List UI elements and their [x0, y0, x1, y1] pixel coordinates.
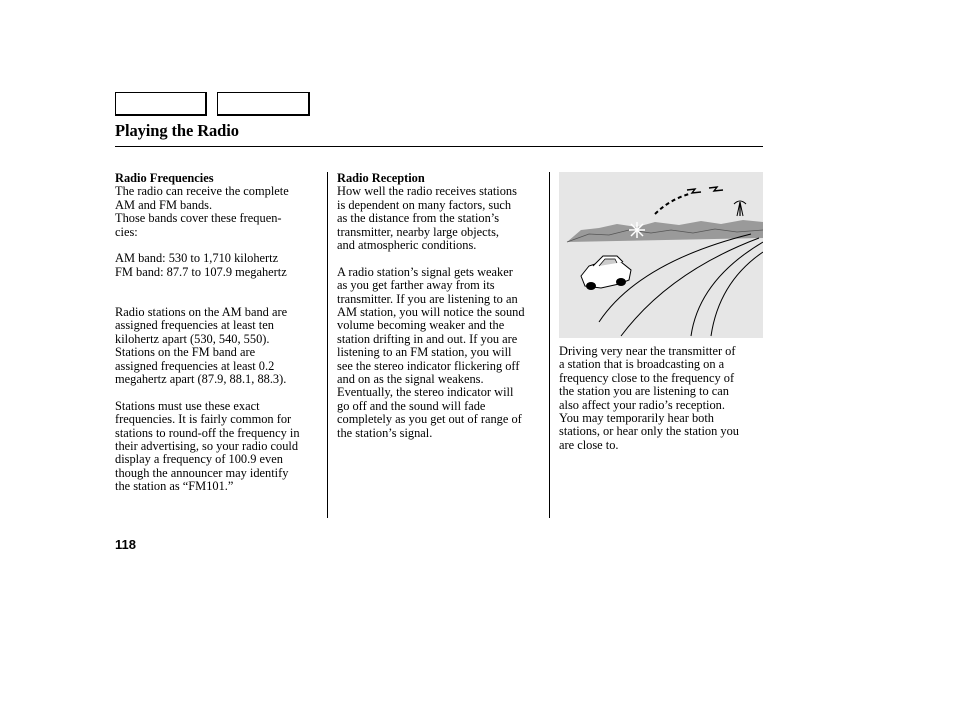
body-line: Stations on the FM band are	[115, 345, 256, 360]
body-line: their advertising, so your radio could	[115, 439, 299, 454]
body-line: also affect your radio’s reception.	[559, 397, 725, 412]
body-line: cies:	[115, 224, 138, 239]
body-line: volume becoming weaker and the	[337, 318, 505, 333]
section-heading-frequencies: Radio Frequencies	[115, 171, 214, 185]
body-line: completely as you get out of range of	[337, 412, 522, 427]
body-line: kilohertz apart (530, 540, 550).	[115, 331, 270, 346]
illustration-svg	[559, 172, 763, 338]
body-line: transmitter, nearby large objects,	[337, 224, 500, 239]
body-line: A radio station’s signal gets weaker	[337, 264, 513, 279]
car-driving-away-from-radio-tower-illustration	[559, 172, 763, 338]
body-line: station drifting in and out. If you are	[337, 331, 518, 346]
body-line: AM station, you will notice the sound	[337, 305, 525, 320]
body-line: The radio can receive the complete	[115, 184, 289, 199]
nav-tab-1[interactable]	[115, 92, 207, 116]
car-icon	[581, 256, 631, 290]
body-line: and atmospheric conditions.	[337, 238, 477, 253]
road-edge	[621, 238, 759, 336]
body-line: You may temporarily hear both	[559, 411, 714, 426]
body-line: megahertz apart (87.9, 88.1, 88.3).	[115, 372, 287, 387]
body-line: Eventually, the stereo indicator will	[337, 385, 514, 400]
body-line: as you get farther away from its	[337, 278, 495, 293]
body-line: How well the radio receives stations	[337, 184, 517, 199]
body-line: Those bands cover these frequen-	[115, 211, 282, 226]
column-divider-2	[549, 172, 550, 518]
column-divider-1	[327, 172, 328, 518]
body-line: though the announcer may identify	[115, 465, 289, 480]
body-line: see the stereo indicator flickering off	[337, 358, 520, 373]
section-heading-reception: Radio Reception	[337, 171, 425, 185]
body-line: the station as “FM101.”	[115, 479, 234, 494]
body-line: frequencies. It is fairly common for	[115, 412, 292, 427]
body-line: listening to an FM station, you will	[337, 345, 512, 360]
body-line: frequency close to the frequency of	[559, 370, 735, 385]
body-line: as the distance from the station’s	[337, 211, 500, 226]
body-line: transmitter. If you are listening to an	[337, 291, 518, 306]
body-line: is dependent on many factors, such	[337, 197, 512, 212]
body-line: the station you are listening to can	[559, 384, 729, 399]
body-line: Driving very near the transmitter of	[559, 344, 736, 358]
nav-tab-2[interactable]	[217, 92, 310, 116]
body-line: stations to round-off the frequency in	[115, 425, 300, 440]
column-radio-frequencies	[115, 172, 325, 494]
body-line: Radio stations on the AM band are	[115, 305, 288, 320]
body-line: and on as the signal weakens.	[337, 372, 484, 387]
body-line: are close to.	[559, 437, 619, 452]
body-line: the station’s signal.	[337, 425, 433, 440]
body-line: assigned frequencies at least ten	[115, 318, 274, 333]
body-line: Stations must use these exact	[115, 398, 260, 413]
signal-burst-icon	[629, 222, 645, 238]
body-line: go off and the sound will fade	[337, 398, 486, 413]
page-number: 118	[115, 537, 136, 552]
body-line: stations, or hear only the station you	[559, 424, 739, 439]
column-reception-continued	[559, 345, 764, 452]
body-line: display a frequency of 100.9 even	[115, 452, 283, 467]
title-divider	[115, 146, 763, 147]
body-line: AM and FM bands.	[115, 197, 213, 212]
transmitter-tower-icon	[734, 201, 746, 216]
page-title: Playing the Radio	[115, 121, 239, 140]
column-radio-reception	[337, 172, 547, 440]
body-line: a station that is broadcasting on a	[559, 357, 725, 372]
am-band-range: AM band: 530 to 1,710 kilohertz	[115, 251, 279, 266]
fm-band-range: FM band: 87.7 to 107.9 megahertz	[115, 264, 287, 279]
radio-wave-icon	[655, 194, 689, 214]
body-line: assigned frequencies at least 0.2	[115, 358, 275, 373]
